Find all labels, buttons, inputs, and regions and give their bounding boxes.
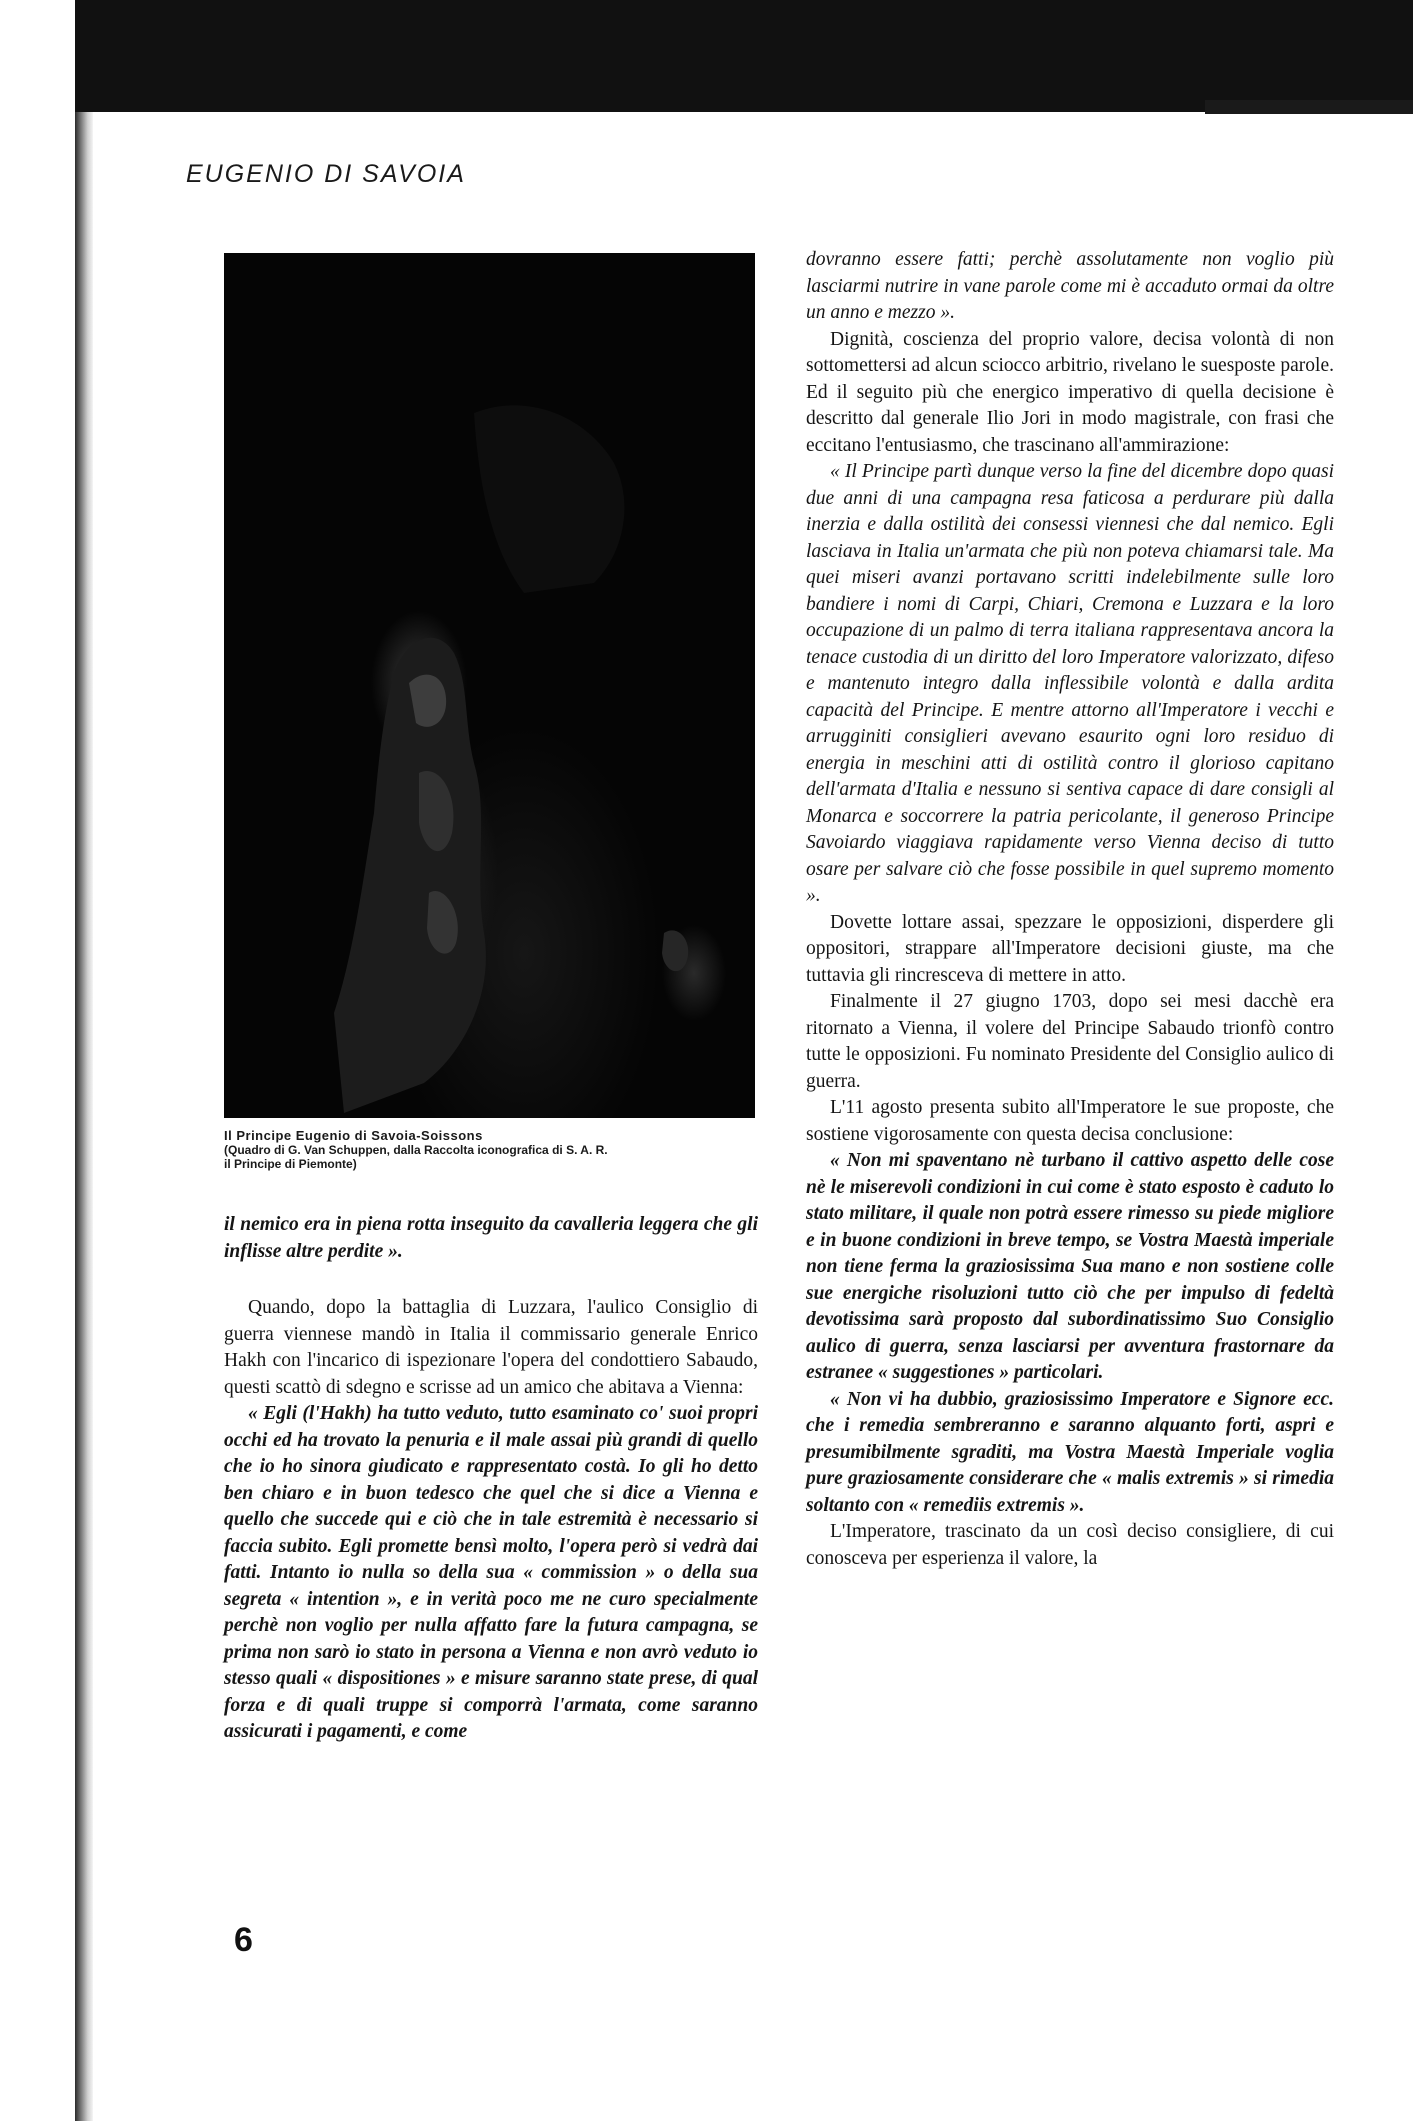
scan-edge-top [75, 0, 1413, 112]
quote-paragraph: « Non vi ha dubbio, graziosissimo Imperatore e Signore ecc. che i remedia sembreranno e saranno alquanto forti, aspri e presumibilmente sgraditi, ma Vostra Maestà Imperiale voglia pure graziosamente considerare che « malis extremis » si rimedia soltanto con « remediis extremis ». [806, 1388, 1334, 1516]
paragraph: Dovette lottare assai, spezzare le opposizioni, disperdere gli oppositori, strappare all'Imperatore decisioni giuste, ma che tuttavia gli rincresceva di mettere in atto. [806, 911, 1334, 986]
paragraph: Dignità, coscienza del proprio valore, decisa volontà di non sottomettersi ad alcun sciocco arbitrio, rivelano le suesposte parole. Ed il seguito più che energico imperativo di quella decisione è descritto dal generale Ilio Jori in modo magistrale, con frasi che eccitano l'entusiasmo, che trascinano all'ammirazione: [806, 328, 1334, 456]
scan-edge-left [75, 60, 93, 2121]
quote-paragraph: dovranno essere fatti; perchè assolutamente non voglio più lasciarmi nutrire in vane parole come mi è accaduto ormai da oltre un anno e mezzo ». [806, 249, 1334, 323]
portrait-painting [224, 253, 755, 1118]
right-column [806, 247, 1334, 1572]
caption-credit: (Quadro di G. Van Schuppen, dalla Raccolta iconografica di S. A. R. [224, 1143, 608, 1157]
paragraph: il nemico era in piena rotta inseguito da cavalleria leggera che gli inflisse altre perdite ». [224, 1214, 758, 1262]
image-caption [224, 1129, 784, 1171]
quote-paragraph: « Non mi spaventano nè turbano il cattivo aspetto delle cose nè le miserevoli condizioni in cui come è stato esposto è caduto lo stato militare, il quale non potrà essere rimesso su piede migliore e in buone condizioni in breve tempo, se Vostra Maestà imperiale non tiene ferma la graziosissima Sua mano e non sostiene colle sue energiche risoluzioni tutto ciò che per impulso di fedeltà devotissima sarà proposto dal subordinatissimo Suo Consiglio aulico di guerra, senza lasciarsi per avventura frastornare da estranee « suggestiones » particolari. [806, 1150, 1334, 1383]
quote-paragraph: « Il Principe partì dunque verso la fine del dicembre dopo quasi due anni di una campagna resa faticosa a perdurare più dalla inerzia e dalla ostilità dei consessi viennesi che dal nemico. Egli lasciava in Italia un'armata che più non poteva chiamarsi tale. Ma quei miseri avanzi portavano scritti indelebilmente sulle loro bandiere i nomi di Carpi, Chiari, Cremona e Luzzara e la loro occupazione di un palmo di terra italiana rappresentava ancora la tenace custodia di un diritto del loro Imperatore valorizzato, difeso e mantenuto integro dalla inflessibile volontà e dalla ardita capacità del Principe. E mentre attorno all'Imperatore i vecchi e arrugginiti consiglieri avevano esaurito ogni loro residuo di energia in meschini atti di ostilità contro il glorioso capitano dell'armata d'Italia e nessuno si sentiva capace di dare consigli al Monarca e soccorrere la patria pericolante, il generoso Principe Savoiardo viaggiava rapidamente verso Vienna deciso di tutto osare per salvare ciò che fosse possibile in quel supremo momento ». [806, 461, 1334, 906]
left-column [224, 1212, 758, 1746]
paragraph: Finalmente il 27 giugno 1703, dopo sei mesi dacchè era ritornato a Vienna, il volere del Principe Sabaudo trionfò contro tutte le opposizioni. Fu nominato Presidente del Consiglio aulico di guerra. [806, 991, 1334, 1092]
caption-credit-cont: il Principe di Piemonte) [224, 1157, 357, 1171]
paragraph: Quando, dopo la battaglia di Luzzara, l'aulico Consiglio di guerra viennese mandò in Italia il commissario generale Enrico Hakh con l'incarico di ispezionare l'opera del condottiero Sabaudo, questi scattò di sdegno e scrisse ad un amico che abitava a Vienna: [224, 1297, 758, 1398]
scan-edge-shadow [1205, 100, 1413, 114]
portrait-figure-silhouette [224, 253, 755, 1118]
paragraph: L'Imperatore, trascinato da un così deciso consigliere, di cui conosceva per esperienza il valore, la [806, 1521, 1334, 1569]
page-number: 6 [234, 1921, 253, 1959]
quote-paragraph: « Egli (l'Hakh) ha tutto veduto, tutto esaminato co' suoi propri occhi ed ha trovato la penuria e il male assai più grandi di quello che io ho sinora giudicato e rappresentato costà. Io gli ho detto ben chiaro e in buon tedesco che quel che si dice a Vienna e quello che succede qui e ciò che in tale estremità è necessario si faccia subito. Egli promette bensì molto, l'opera però si vedrà dai fatti. Intanto io nulla so della sua « commission » o della sua segreta « intention », e in verità poco me ne curo specialmente perchè non voglio per nulla affatto fare la futura campagna, se prima non sarò io stato in persona a Vienna e non avrò veduto io stesso quali « dispositiones » e misure saranno state prese, di qual forza e di quali truppe si comporrà l'armata, come saranno assicurati i pagamenti, e come [224, 1403, 758, 1742]
running-header: EUGENIO DI SAVOIA [186, 160, 466, 188]
caption-title: Il Principe Eugenio di Savoia-Soissons [224, 1128, 483, 1143]
paragraph: L'11 agosto presenta subito all'Imperatore le sue proposte, che sostiene vigorosamente con questa decisa conclusione: [806, 1097, 1334, 1145]
